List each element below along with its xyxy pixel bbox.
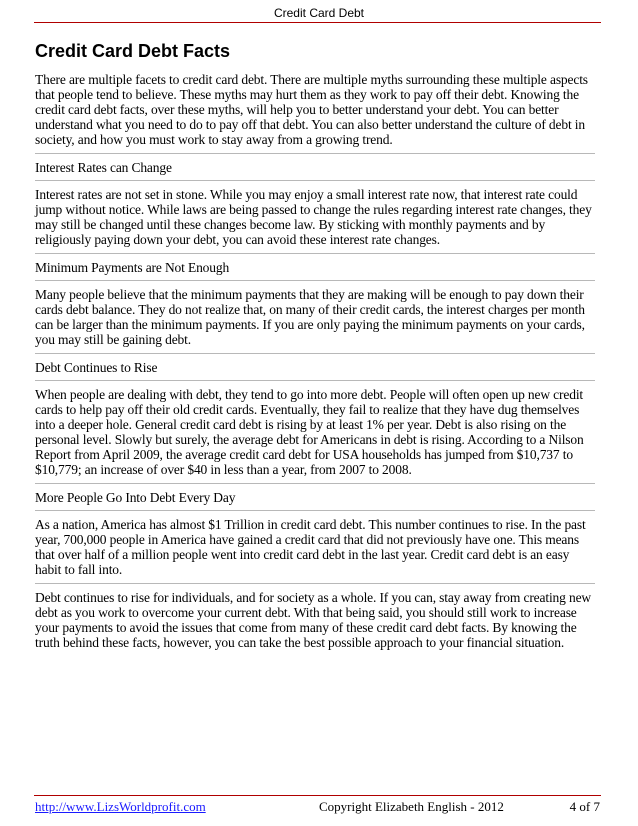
- section-heading-interest-rates: Interest Rates can Change: [35, 160, 172, 175]
- interest-rates-paragraph: Interest rates are not set in stone. While you may enjoy a small interest rate now, that interest rate could jump without notice. While laws are being passed to change the rules regarding interest rate changes, they may still be changed until these changes become law. By sticking with monthly payments and by religiously paying down your debt, you can avoid these interest rate changes.: [35, 187, 592, 247]
- more-people-paragraph: As a nation, America has almost $1 Trillion in credit card debt. This number continues to rise. In the past year, 700,000 people in America have gained a credit card that did not previously have one. This means that over half of a million people went into credit card debt in the last year. Credit card debt is an easy habit to fall into.: [35, 517, 586, 577]
- page-number: 4 of 7: [569, 799, 600, 814]
- footer-link[interactable]: http://www.LizsWorldprofit.com: [35, 799, 206, 814]
- running-header: Credit Card Debt: [273, 6, 365, 20]
- debt-rise-paragraph: When people are dealing with debt, they tend to go into more debt. People will often open up new credit cards to help pay off their old credit cards. Eventually, they fail to realize that they have dug themselves into a deeper hole. General credit card debt is rising by at least 1% per year. Debt is also rising on the personal level. Slowly but surely, the average debt for Americans in debt is rising. According to a Nilson Report from April 2009, the average credit card debt for USA households has jumped from $10,737 to $10,779; an increase of over $40 in less than a year, from 2007 to 2008.: [35, 387, 584, 477]
- conclusion-paragraph: Debt continues to rise for individuals, and for society as a whole. If you can, stay away from creating new debt as you work to overcome your current debt. With that being said, you should still work to increase your payments to avoid the issues that come from many of these credit card debt facts. By knowing the truth behind these facts, however, you can take the best possible approach to your financial situation.: [35, 590, 592, 650]
- section-divider: [35, 510, 595, 511]
- section-divider: [35, 583, 595, 584]
- minimum-payments-paragraph: Many people believe that the minimum payments that they are making will be enough to pay down their cards debt balance. They do not realize that, on many of their credit cards, the interest charges per month can be larger than the minimum payments. If you are only paying the minimum payments on your cards, you may still be gaining debt.: [35, 287, 585, 347]
- section-divider: [35, 483, 595, 484]
- document-title: Credit Card Debt Facts: [35, 41, 231, 61]
- document-body: [35, 72, 595, 656]
- section-divider: [35, 180, 595, 181]
- intro-paragraph: There are multiple facets to credit card debt. There are multiple myths surrounding these multiple aspects that people tend to believe. These myths may hurt them as they work to pay off their debt. Knowing the credit card debt facts, over these myths, will help you to better understand your debt. You can better understand what you need to do to pay off that debt. You can also better understand the culture of debt in society, and how you must work to stay away from a growing trend.: [35, 72, 588, 147]
- footer-rule: [34, 795, 601, 796]
- section-divider: [35, 280, 595, 281]
- section-divider: [35, 380, 595, 381]
- page-footer: [35, 799, 600, 815]
- section-divider: [35, 153, 595, 154]
- footer-copyright: Copyright Elizabeth English - 2012: [319, 799, 504, 814]
- section-heading-debt-rise: Debt Continues to Rise: [35, 360, 158, 375]
- section-divider: [35, 353, 595, 354]
- section-divider: [35, 253, 595, 254]
- section-heading-minimum-payments: Minimum Payments are Not Enough: [35, 260, 230, 275]
- section-heading-more-people: More People Go Into Debt Every Day: [35, 490, 236, 505]
- header-rule: [34, 22, 601, 23]
